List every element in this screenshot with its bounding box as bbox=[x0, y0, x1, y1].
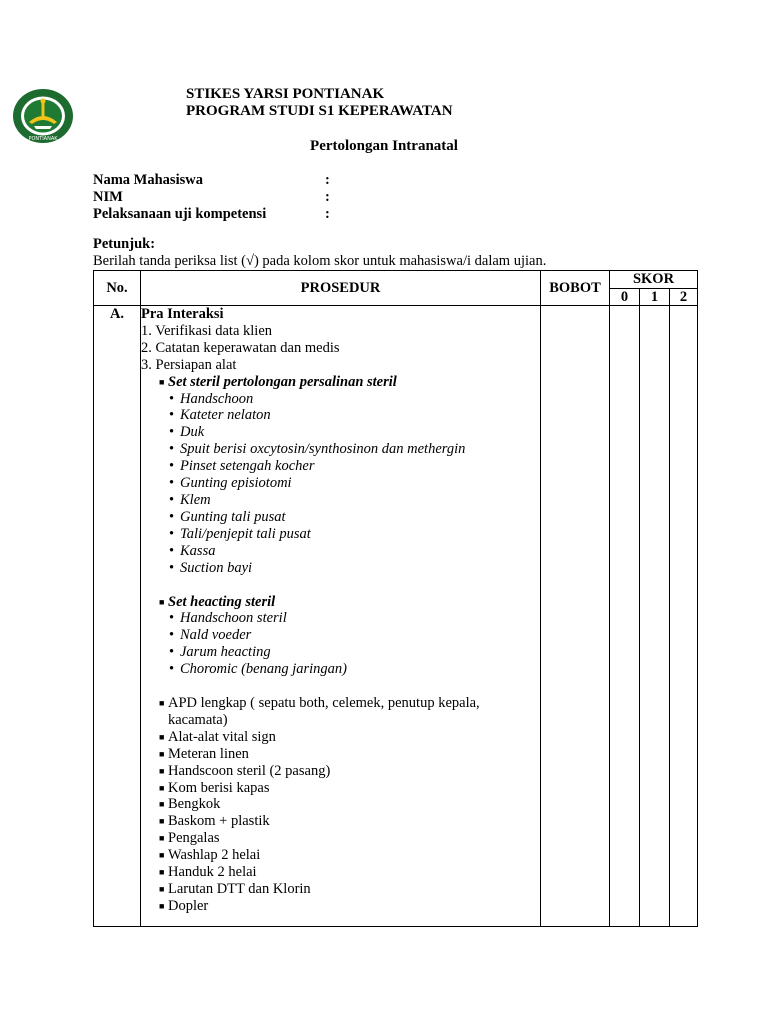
square-bullet-icon: ■ bbox=[159, 900, 165, 911]
skor-0-cell[interactable] bbox=[610, 306, 640, 927]
bullet-icon: • bbox=[169, 458, 175, 475]
identity-label: Pelaksanaan uji kompetensi bbox=[93, 206, 267, 222]
header-bobot: BOBOT bbox=[541, 271, 610, 306]
square-bullet-icon: ■ bbox=[159, 748, 165, 759]
square-bullet-icon: ■ bbox=[159, 833, 165, 844]
square-bullet-icon: ■ bbox=[159, 782, 165, 793]
equipment-item: ■ APD lengkap ( sepatu both, celemek, penutup kepala, kacamata) bbox=[159, 695, 480, 728]
list-item: • Nald voeder bbox=[169, 627, 252, 644]
instructions bbox=[93, 236, 546, 270]
list-item: • Jarum heacting bbox=[169, 644, 271, 661]
equipment-item: ■ Meteran linen bbox=[159, 745, 249, 762]
bullet-icon: • bbox=[169, 661, 175, 678]
identity-colon: : bbox=[325, 206, 330, 222]
equipment-item: ■ Handscoon steril (2 pasang) bbox=[159, 762, 331, 779]
bullet-icon: • bbox=[169, 475, 175, 492]
list-item: • Choromic (benang jaringan) bbox=[169, 661, 348, 678]
list-item: • Duk bbox=[169, 424, 205, 441]
identity-fields bbox=[93, 172, 330, 223]
subject-title: Pertolongan Intranatal bbox=[310, 138, 458, 154]
header-skor-1: 1 bbox=[640, 289, 670, 306]
identity-row-exam bbox=[93, 206, 330, 223]
bullet-icon: • bbox=[169, 390, 175, 407]
equipment-item: ■ Washlap 2 helai bbox=[159, 847, 261, 864]
skor-2-cell[interactable] bbox=[670, 306, 698, 927]
list-item: • Handschoon steril bbox=[169, 610, 287, 627]
square-bullet-icon: ■ bbox=[159, 731, 165, 742]
square-bullet-icon: ■ bbox=[159, 698, 165, 709]
header-no: No. bbox=[94, 271, 141, 306]
section-title: Pra Interaksi bbox=[141, 306, 224, 322]
equipment-item: ■ Bengkok bbox=[159, 796, 221, 813]
bullet-icon: • bbox=[169, 424, 175, 441]
list-item: • Pinset setengah kocher bbox=[169, 458, 315, 475]
institution-logo bbox=[12, 88, 74, 144]
procedure-item: 3. Persiapan alat bbox=[141, 356, 237, 373]
section-number: A. bbox=[94, 306, 141, 927]
bullet-icon: • bbox=[169, 610, 175, 627]
equipment-item: ■ Baskom + plastik bbox=[159, 813, 270, 830]
bullet-icon: • bbox=[169, 644, 175, 661]
procedure-cell bbox=[141, 306, 541, 927]
assessment-table bbox=[93, 270, 698, 927]
bullet-icon: • bbox=[169, 407, 175, 424]
identity-row-nim bbox=[93, 189, 330, 206]
bullet-icon: • bbox=[169, 559, 175, 576]
set-heacting-heading: ■ Set heacting steril bbox=[159, 593, 276, 610]
skor-1-cell[interactable] bbox=[640, 306, 670, 927]
list-item: • Tali/penjepit tali pusat bbox=[169, 525, 311, 542]
procedure-item: 1. Verifikasi data klien bbox=[141, 322, 273, 339]
square-bullet-icon: ■ bbox=[159, 884, 165, 894]
bullet-icon: • bbox=[169, 627, 175, 644]
identity-label: Nama Mahasiswa bbox=[93, 172, 203, 188]
bullet-icon: • bbox=[169, 441, 175, 458]
svg-text:PONTIANAK: PONTIANAK bbox=[28, 136, 58, 142]
header-skor-0: 0 bbox=[610, 289, 640, 306]
document-header bbox=[186, 86, 453, 120]
header-skor-2: 2 bbox=[670, 289, 698, 306]
instructions-text: Berilah tanda periksa list (√) pada kolom skor untuk mahasiswa/i dalam ujian. bbox=[93, 253, 547, 269]
equipment-item: ■ Larutan DTT dan Klorin bbox=[159, 881, 311, 897]
square-bullet-icon: ■ bbox=[159, 765, 165, 776]
list-item: • Handschoon bbox=[169, 390, 254, 407]
equipment-item: ■ Handuk 2 helai bbox=[159, 864, 257, 881]
identity-row-name bbox=[93, 172, 330, 189]
bullet-icon: • bbox=[169, 542, 175, 559]
bullet-icon: • bbox=[169, 508, 175, 525]
institution-name: STIKES YARSI PONTIANAK bbox=[186, 86, 385, 102]
list-item: • Suction bayi bbox=[169, 559, 253, 576]
identity-colon: : bbox=[325, 189, 330, 205]
square-bullet-icon: ■ bbox=[159, 596, 165, 607]
list-item: • Kateter nelaton bbox=[169, 407, 271, 424]
set-steril-heading: ■ Set steril pertolongan persalinan steril bbox=[159, 373, 397, 390]
header-skor: SKOR bbox=[610, 271, 698, 289]
square-bullet-icon: ■ bbox=[159, 376, 165, 387]
list-item: • Klem bbox=[169, 491, 211, 508]
bullet-icon: • bbox=[169, 491, 175, 508]
list-item: • Gunting tali pusat bbox=[169, 508, 286, 525]
list-item: • Gunting episiotomi bbox=[169, 475, 292, 492]
square-bullet-icon: ■ bbox=[159, 799, 165, 810]
square-bullet-icon: ■ bbox=[159, 816, 165, 827]
equipment-item: ■ Kom berisi kapas bbox=[159, 779, 270, 796]
bobot-cell[interactable] bbox=[541, 306, 610, 927]
square-bullet-icon: ■ bbox=[159, 850, 165, 861]
equipment-item: ■ Pengalas bbox=[159, 830, 220, 847]
identity-label: NIM bbox=[93, 189, 123, 205]
square-bullet-icon: ■ bbox=[159, 867, 165, 878]
procedure-item: 2. Catatan keperawatan dan medis bbox=[141, 339, 340, 356]
identity-colon: : bbox=[325, 172, 330, 188]
instructions-heading: Petunjuk: bbox=[93, 236, 156, 252]
list-item: • Spuit berisi oxcytosin/synthosinon dan methergin bbox=[169, 441, 466, 458]
equipment-item: ■ Alat-alat vital sign bbox=[159, 728, 276, 745]
program-name: PROGRAM STUDI S1 KEPERAWATAN bbox=[186, 103, 453, 119]
header-prosedur: PROSEDUR bbox=[141, 271, 541, 306]
bullet-icon: • bbox=[169, 525, 175, 542]
equipment-item: ■ Dopler bbox=[159, 897, 209, 914]
list-item: • Kassa bbox=[169, 542, 216, 559]
